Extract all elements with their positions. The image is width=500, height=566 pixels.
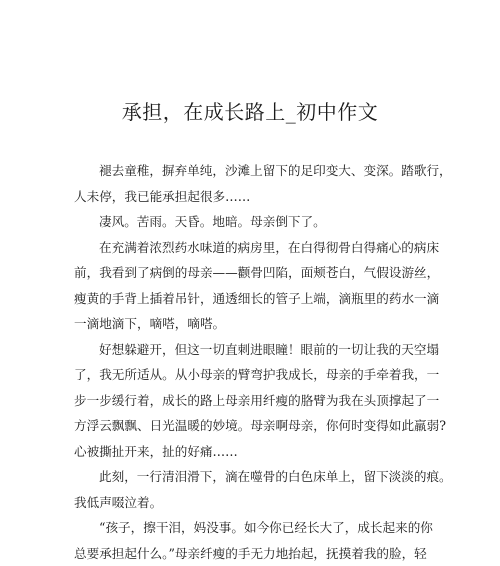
paragraph-line: 我低声啜泣着。 bbox=[74, 494, 163, 510]
essay-body bbox=[74, 158, 452, 566]
paragraph-line: 方浮云飘飘、日光温暖的妙境。母亲啊母亲，你何时变得如此羸弱? bbox=[74, 418, 446, 433]
paragraph-line: 褪去童稚，摒弃单纯，沙滩上留下的足印变大、变深。踏歌行， bbox=[99, 163, 452, 178]
paragraph-line: 此刻，一行清泪滑下，滴在噬骨的白色床单上，留下淡淡的痕。 bbox=[99, 469, 452, 484]
paragraph-line: 总要承担起什么。”母亲纤瘦的手无力地抬起，抚摸着我的脸，轻 bbox=[74, 545, 427, 561]
paragraph-line: 步一步缓行着，成长的路上母亲用纤瘦的胳臂为我在头顶撑起了一 bbox=[74, 392, 440, 408]
paragraph-line: 心被撕扯开来，扯的好痛…… bbox=[74, 443, 238, 459]
paragraph-line: 前，我看到了病倒的母亲——颧骨凹陷，面颊苍白，气假设游丝， bbox=[74, 265, 440, 280]
paragraph-line: 瘦黄的手背上插着吊针，通透细长的管子上端，滴瓶里的药水一滴 bbox=[74, 290, 440, 306]
page-title: 承担，在成长路上_初中作文 bbox=[121, 100, 379, 124]
paragraph-line: “孩子，擦干泪，妈没事。如今你已经长大了，成长起来的你 bbox=[99, 520, 433, 535]
paragraph-line: 凄风。苦雨。天昏。地暗。母亲倒下了。 bbox=[99, 214, 326, 229]
paragraph-line: 好想躲避开，但这一切直刺进眼瞳！眼前的一切让我的天空塌 bbox=[99, 341, 440, 357]
paragraph-line: 在充满着浓烈药水味道的病房里，在白得彻骨白得痛心的病床 bbox=[99, 239, 440, 255]
paragraph-line: 一滴地滴下，嘀嗒，嘀嗒。 bbox=[74, 316, 226, 331]
paragraph-line: 人未停，我已能承担起很多…… bbox=[74, 188, 251, 204]
paragraph-line: 了，我无所适从。从小母亲的臂弯护我成长，母亲的手牵着我，一 bbox=[74, 367, 440, 382]
